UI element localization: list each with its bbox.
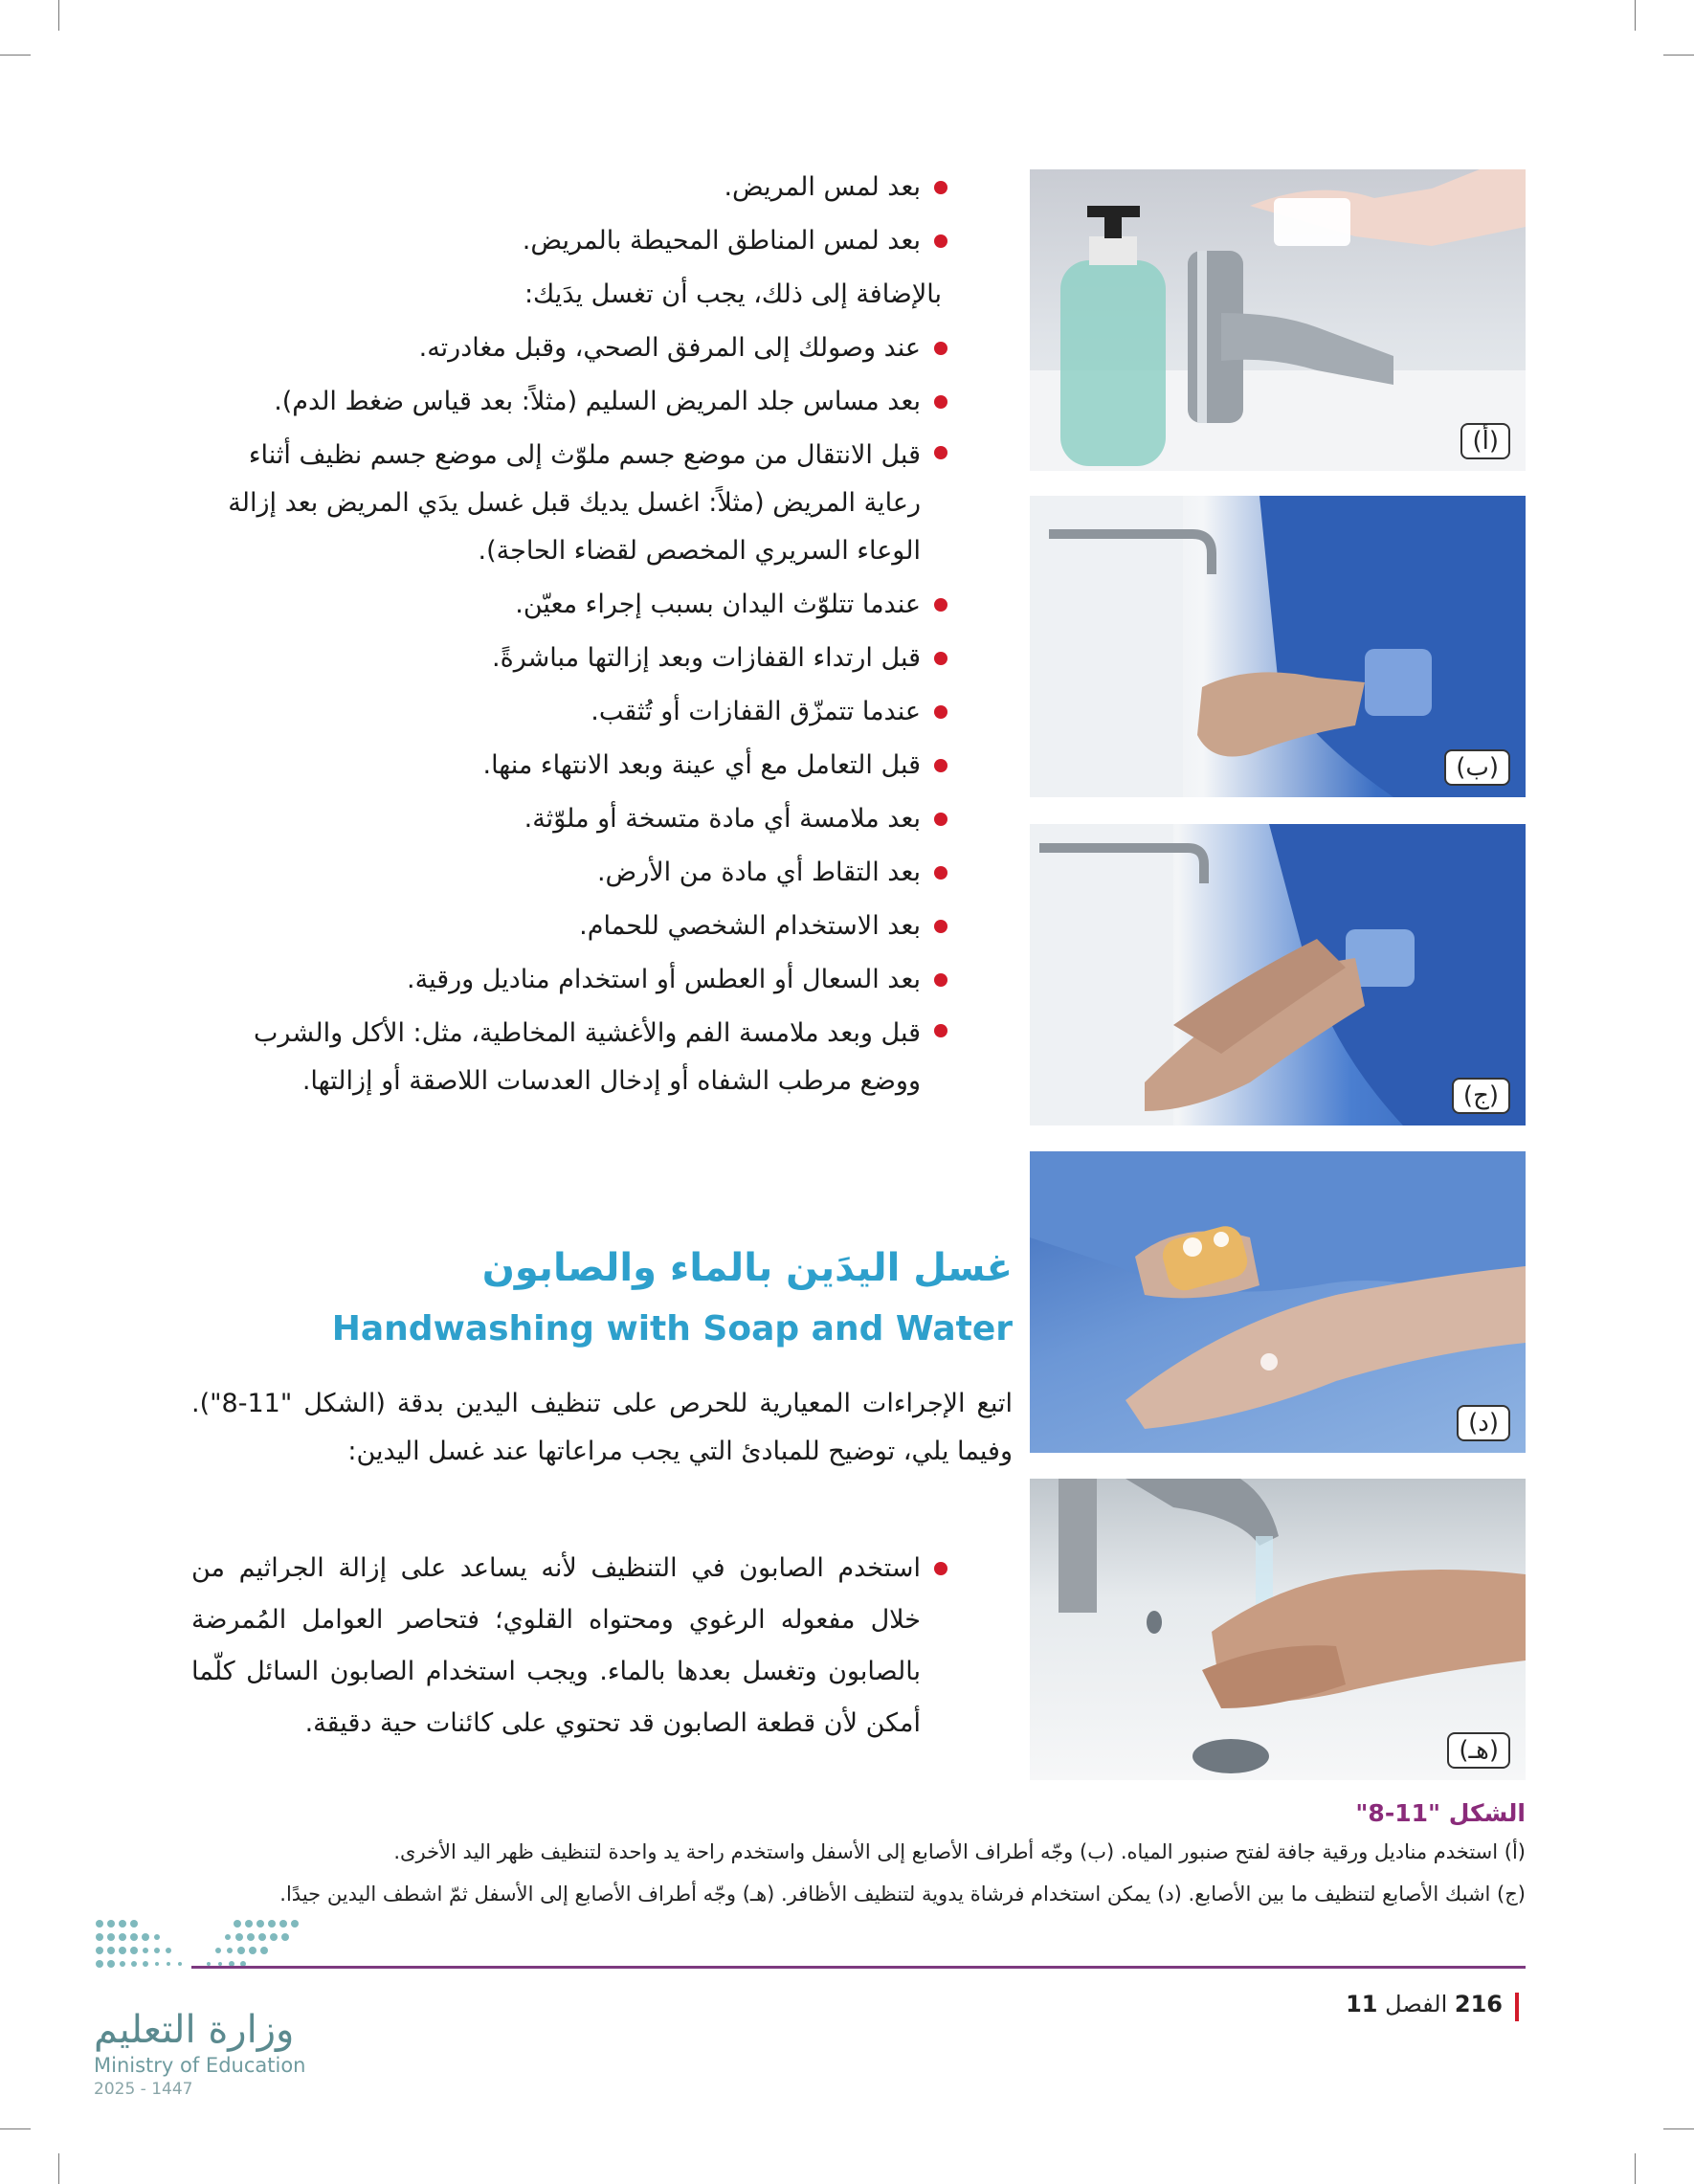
list-item: بعد التقاط أي مادة من الأرض. xyxy=(191,846,947,900)
page-marker xyxy=(1515,1993,1519,2021)
soap-dispenser-illustration xyxy=(1030,169,1526,471)
list-item: عندما تتمزّق القفازات أو تُثقب. xyxy=(191,685,947,739)
list-item: قبل ارتداء القفازات وبعد إزالتها مباشرةً. xyxy=(191,632,947,685)
list-item: بعد لمس المناطق المحيطة بالمريض. xyxy=(191,214,947,268)
section-title-arabic: غسل اليدَين بالماء والصابون xyxy=(481,1246,1013,1290)
crop-mark xyxy=(1663,2128,1694,2129)
crop-mark xyxy=(1663,55,1694,56)
handwashing-occasions-list xyxy=(191,161,947,1108)
page-folio xyxy=(1244,1991,1503,2017)
figure-label: (ج) xyxy=(1452,1078,1510,1114)
list-item: بعد السعال أو العطس أو استخدام مناديل ورقية. xyxy=(191,953,947,1007)
crop-mark xyxy=(0,2128,31,2129)
chapter-label: الفصل xyxy=(1385,1991,1448,2017)
figure-caption: (ج) اشبك الأصابع لتنظيف ما بين الأصابع. (د) يمكن استخدام فرشاة يدوية لتنظيف الأظافر. (هـ) وجّه أطراف الأصابع إلى الأسفل ثمّ اشطف اليدين جيدًا. xyxy=(279,1883,1526,1905)
list-item: قبل الانتقال من موضع جسم ملوّث إلى موضع جسم نظيف أثناء رعاية المريض (مثلاً: اغسل يديك قبل غسل يدَي المريض بعد إزالة الوعاء السريري المخصص لقضاء الحاجة). xyxy=(191,429,947,578)
ministry-name-arabic: وزارة التعليم xyxy=(94,2008,295,2052)
section-title-english: Handwashing with Soap and Water xyxy=(331,1309,1013,1348)
ministry-name-english: Ministry of Education xyxy=(94,2054,306,2077)
figure-label: (ب) xyxy=(1444,749,1510,786)
list-item: بعد مساس جلد المريض السليم (مثلاً: بعد قياس ضغط الدم). xyxy=(191,375,947,429)
photo-soap-dispenser xyxy=(1030,169,1526,471)
section-intro-paragraph: اتبع الإجراءات المعيارية للحرص على تنظيف اليدين بدقة (الشكل "11-8"). وفيما يلي، توضيح للمبادئ التي يجب مراعاتها عند غسل اليدين: xyxy=(191,1389,1013,1466)
crop-mark xyxy=(58,0,59,31)
handwashing-principles-list xyxy=(191,1543,947,1749)
list-item: قبل وبعد ملامسة الفم والأغشية المخاطية، مثل: الأكل والشرب ووضع مرطب الشفاه أو إدخال العدسات اللاصقة أو إزالتها. xyxy=(191,1007,947,1108)
list-item: استخدم الصابون في التنظيف لأنه يساعد على إزالة الجراثيم من خلال مفعوله الرغوي ومحتواه القلوي؛ فتحاصر العوامل المُمرضة بالصابون وتغسل بعدها بالماء. ويجب استخدام الصابون السائل كلّما أمكن لأن قطعة الصابون قد تحتوي على كائنات حية دقيقة. xyxy=(191,1543,947,1749)
photo-nail-brush xyxy=(1030,1151,1526,1453)
list-item: قبل التعامل مع أي عينة وبعد الانتهاء منها. xyxy=(191,739,947,792)
crop-mark xyxy=(1635,0,1636,31)
crop-mark xyxy=(58,2153,59,2184)
crop-mark xyxy=(0,55,31,56)
figure-caption: (أ) استخدم مناديل ورقية جافة لفتح صنبور المياه. (ب) وجّه أطراف الأصابع إلى الأسفل واستخدم راحة يد واحدة لتنظيف ظهر اليد الأخرى. xyxy=(393,1840,1526,1863)
nail-brush-illustration xyxy=(1030,1151,1526,1453)
figure-label: (هـ) xyxy=(1447,1732,1510,1769)
ministry-year: 2025 - 1447 xyxy=(94,2080,193,2099)
photo-hands-under-faucet xyxy=(1030,496,1526,797)
list-item: بعد ملامسة أي مادة متسخة أو ملوّثة. xyxy=(191,792,947,846)
list-item: عندما تتلوّث اليدان بسبب إجراء معيّن. xyxy=(191,578,947,632)
list-intro: بالإضافة إلى ذلك، يجب أن تغسل يدَيك: xyxy=(524,279,942,309)
list-item: بعد لمس المريض. xyxy=(191,161,947,214)
figure-label: (د) xyxy=(1457,1405,1510,1441)
crop-mark xyxy=(1635,2153,1636,2184)
figure-label: (أ) xyxy=(1460,423,1510,459)
list-item: بعد الاستخدام الشخصي للحمام. xyxy=(191,900,947,953)
footer-divider xyxy=(191,1966,1526,1969)
figure-title: الشكل "11-8" xyxy=(1355,1799,1526,1827)
list-item: عند وصولك إلى المرفق الصحي، وقبل مغادرته. xyxy=(191,322,947,375)
interlaced-fingers-illustration xyxy=(1030,824,1526,1125)
photo-interlaced-fingers xyxy=(1030,824,1526,1125)
chapter-number: 11 xyxy=(1346,1991,1378,2017)
page-number: 216 xyxy=(1454,1991,1503,2017)
photo-rinsing-hands xyxy=(1030,1479,1526,1780)
